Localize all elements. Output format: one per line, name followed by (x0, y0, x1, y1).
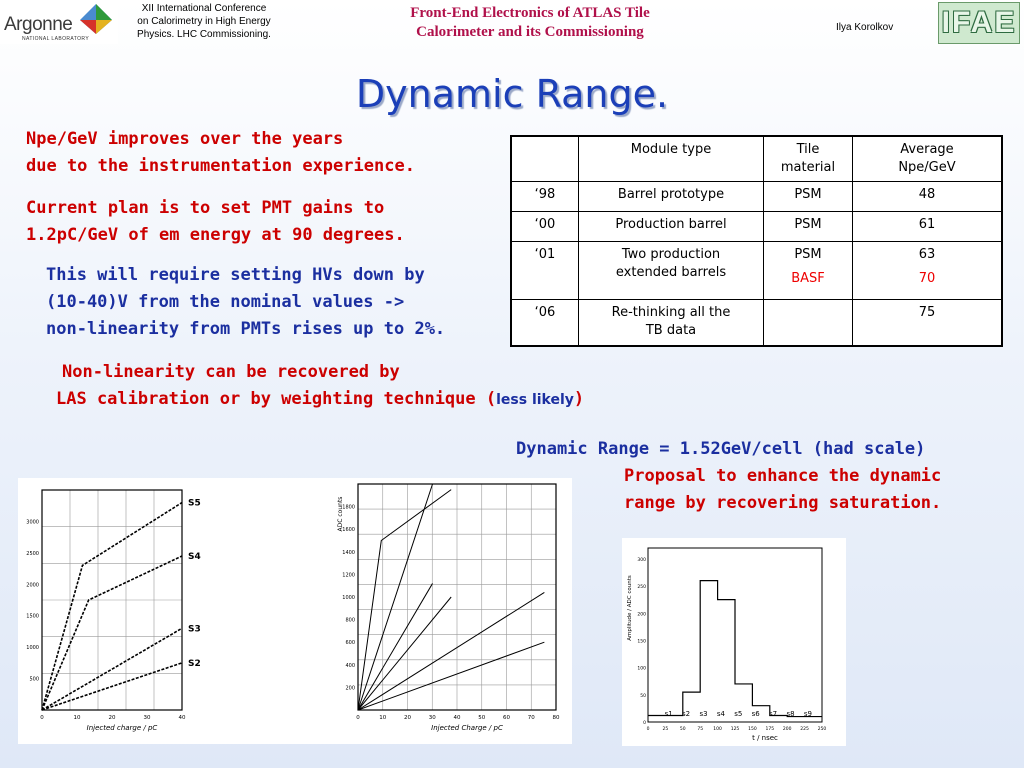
x-axis-label: Injected charge / pC (86, 724, 158, 732)
logo-text: Argonne (4, 14, 73, 35)
sample-label: s8 (786, 710, 795, 718)
module-cell (579, 242, 764, 300)
module-cell (579, 300, 764, 346)
header-line: material (780, 160, 836, 175)
conference-line-2: on Calorimetry in High Energy (137, 16, 271, 27)
y-tick-label: 500 (29, 676, 39, 683)
series-line-5 (358, 592, 544, 710)
module-table (510, 135, 1003, 347)
y-axis-label: Amplitude / ADC counts (627, 575, 633, 641)
x-tick-label: 150 (748, 727, 757, 732)
series-line-2 (358, 490, 451, 710)
paragraph-line: This will require setting HVs down by (46, 265, 425, 285)
header-title-line-1: Front-End Electronics of ATLAS Tile (410, 5, 650, 21)
middle-plot (298, 478, 572, 744)
series-label: S2 (188, 658, 201, 669)
header-cell-module: Module type (579, 136, 764, 182)
x-tick-label: 125 (730, 727, 740, 732)
argonne-mark-icon (78, 2, 114, 36)
year-cell: ‘00 (511, 212, 579, 242)
header-title (330, 4, 730, 42)
npe-cell: 75 (853, 300, 1003, 346)
logo-subtext: NATIONAL LABORATORY (22, 36, 90, 42)
npe-cell (853, 242, 1003, 300)
y-axis-label: ADC counts (337, 496, 344, 532)
paragraph-line: Proposal to enhance the dynamic (624, 466, 942, 486)
cell-line: BASF (791, 271, 825, 286)
series-line-1 (358, 484, 433, 710)
paragraph-close: ) (573, 389, 585, 409)
paragraph-recovery (62, 359, 400, 386)
header-line: Tile (796, 142, 820, 157)
x-tick-label: 10 (379, 715, 387, 721)
ifae-logo (938, 2, 1020, 44)
sample-label: s4 (716, 710, 725, 718)
paragraph-recovery-2 (56, 386, 584, 414)
y-tick-label: 1600 (342, 527, 355, 534)
y-tick-label: 1000 (342, 595, 355, 601)
table-row (511, 242, 1002, 300)
conference-line-3: Physics. LHC Commissioning. (137, 29, 271, 40)
header-line: Npe/GeV (898, 160, 956, 175)
x-tick-label: 40 (178, 715, 186, 721)
paragraph-line: range by recovering saturation. (624, 493, 942, 513)
table-row (511, 212, 1002, 242)
paragraph-line: (10-40)V from the nominal values -> (46, 292, 405, 312)
y-tick-label: 1000 (26, 645, 39, 652)
paragraph-hv (46, 262, 445, 343)
material-cell: PSM (764, 182, 853, 212)
x-tick-label: 0 (646, 727, 650, 732)
left-plot (18, 478, 288, 744)
x-axis-label: t / nsec (752, 734, 778, 742)
cell-line: TB data (645, 323, 697, 338)
y-tick-label: 1200 (342, 572, 355, 579)
table-header-row (511, 136, 1002, 182)
conference-line-1: XII International Conference (141, 3, 267, 14)
argonne-logo (0, 0, 118, 44)
y-tick-label: 2500 (26, 550, 39, 557)
series-label: S4 (188, 552, 201, 562)
sample-label: s1 (664, 710, 673, 718)
paragraph-line: due to the instrumentation experience. (26, 156, 415, 176)
year-cell: ‘98 (511, 182, 579, 212)
x-tick-label: 20 (108, 715, 116, 721)
y-tick-label: 400 (345, 662, 355, 669)
cell-line: PSM (794, 247, 822, 262)
npe-cell: 61 (853, 212, 1003, 242)
series-label: S3 (188, 624, 201, 635)
pulse-plot (622, 538, 846, 746)
author-name: Ilya Korolkov (836, 22, 894, 33)
y-tick-label: 600 (345, 640, 355, 647)
pulse-plot-panel (622, 538, 846, 746)
table-row (511, 300, 1002, 346)
pulse-line (648, 581, 822, 717)
series-line-S3 (42, 628, 182, 710)
x-tick-label: 70 (527, 715, 535, 721)
x-tick-label: 40 (453, 715, 461, 721)
dynamic-range-text: Dynamic Range = 1.52GeV/cell (had scale) (516, 439, 926, 459)
y-tick-label: 1500 (26, 613, 39, 620)
y-tick-label: 3000 (26, 519, 39, 526)
paragraph-line: Non-linearity can be recovered by (62, 362, 400, 382)
year-cell: ‘01 (511, 242, 579, 300)
less-likely-note: less likely (496, 392, 574, 408)
series-line-S5 (42, 503, 182, 710)
y-tick-label: 50 (640, 693, 646, 699)
x-tick-label: 0 (40, 715, 44, 721)
y-tick-label: 800 (345, 617, 355, 624)
x-tick-label: 25 (662, 727, 669, 732)
conference-info (118, 2, 290, 41)
y-tick-label: 0 (643, 721, 646, 726)
material-cell: PSM (764, 212, 853, 242)
cell-line: 70 (918, 271, 936, 286)
ifae-logo-text: IFAE (941, 6, 1017, 39)
paragraph-line: Current plan is to set PMT gains to (26, 198, 385, 218)
x-tick-label: 75 (697, 727, 704, 732)
series-line-3 (358, 583, 433, 710)
y-tick-label: 1400 (342, 549, 355, 556)
y-tick-label: 100 (637, 666, 646, 672)
header-cell-material (764, 136, 853, 182)
x-tick-label: 50 (478, 715, 486, 721)
material-cell (764, 300, 853, 346)
paragraph-line: 1.2pC/GeV of em energy at 90 degrees. (26, 225, 405, 245)
y-tick-label: 2000 (26, 582, 39, 589)
y-tick-label: 300 (637, 557, 646, 563)
sample-label: s5 (734, 710, 743, 718)
material-cell (764, 242, 853, 300)
cell-line: Two production (621, 247, 721, 262)
paragraph-line: LAS calibration or by weighting technique ( (56, 389, 497, 409)
paragraph-line: Npe/GeV improves over the years (26, 129, 344, 149)
header-title-line-2: Calorimeter and its Commissioning (416, 24, 644, 40)
x-tick-label: 0 (356, 715, 360, 721)
x-tick-label: 50 (679, 727, 686, 732)
y-tick-label: 1800 (342, 504, 355, 511)
header-cell-year (511, 136, 579, 182)
x-tick-label: 30 (143, 715, 151, 721)
cell-line: extended barrels (615, 265, 727, 280)
x-tick-label: 10 (73, 715, 81, 721)
series-label: S5 (188, 498, 201, 509)
y-tick-label: 200 (637, 612, 646, 618)
paragraph-npe (26, 126, 415, 180)
table-row (511, 182, 1002, 212)
sample-label: s7 (769, 710, 778, 718)
sample-label: s9 (803, 710, 812, 718)
paragraph-line: non-linearity from PMTs rises up to 2%. (46, 319, 446, 339)
cell-line: Re-thinking all the (611, 305, 731, 320)
series-line-S2 (42, 663, 182, 710)
x-axis-label: Injected Charge / pC (431, 724, 503, 732)
module-cell: Barrel prototype (579, 182, 764, 212)
x-tick-label: 225 (800, 727, 809, 732)
year-cell: ‘06 (511, 300, 579, 346)
header-line: Average (900, 142, 954, 157)
y-tick-label: 250 (637, 585, 646, 591)
npe-cell: 48 (853, 182, 1003, 212)
y-tick-label: 200 (345, 685, 355, 692)
plots-panel (18, 478, 572, 744)
header-cell-npe (853, 136, 1003, 182)
x-tick-label: 20 (404, 715, 411, 721)
x-tick-label: 100 (713, 727, 722, 732)
sample-label: s2 (682, 710, 691, 718)
x-tick-label: 80 (552, 715, 560, 721)
x-tick-label: 250 (817, 727, 827, 732)
cell-line: 63 (918, 247, 936, 262)
x-tick-label: 30 (428, 715, 436, 721)
x-tick-label: 200 (782, 727, 792, 732)
x-tick-label: 60 (503, 715, 510, 721)
proposal-text (624, 463, 941, 517)
sample-label: s3 (699, 710, 708, 718)
y-tick-label: 150 (637, 639, 646, 645)
page-title: Dynamic Range. (355, 72, 669, 116)
module-cell: Production barrel (579, 212, 764, 242)
paragraph-plan (26, 195, 405, 249)
sample-label: s6 (751, 710, 760, 718)
x-tick-label: 175 (765, 727, 775, 732)
